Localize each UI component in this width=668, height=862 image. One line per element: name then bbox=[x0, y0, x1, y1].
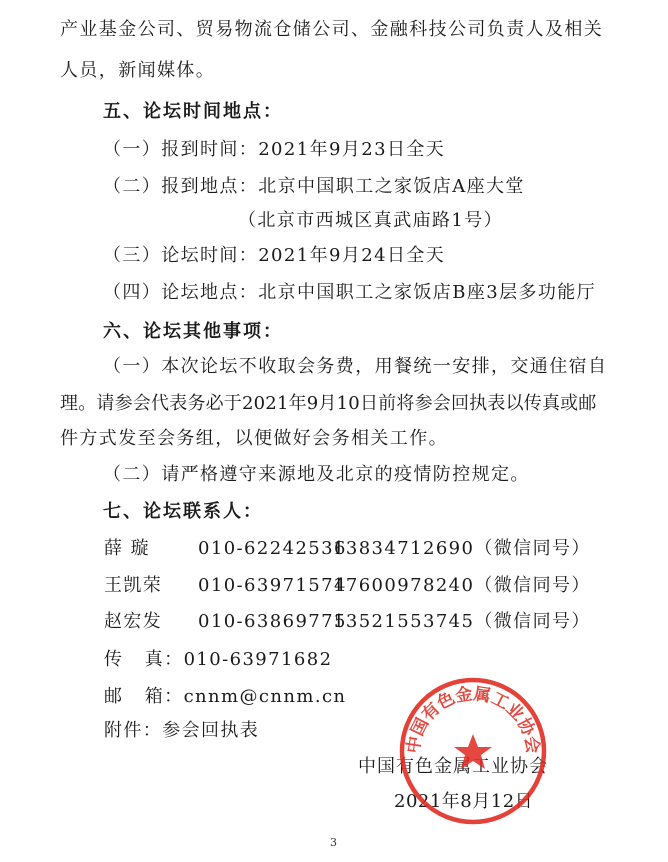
section-heading-5: 五、论坛时间地点： bbox=[103, 101, 283, 122]
paragraph-line: 人员，新闻媒体。 bbox=[60, 60, 216, 81]
paragraph-line: （二）请严格遵守来源地及北京的疫情防控规定。 bbox=[103, 464, 530, 485]
svg-text:中国有色金属工业协会: 中国有色金属工业协会 bbox=[403, 684, 543, 755]
paragraph-line: （三）论坛时间：2021年9月24日全天 bbox=[103, 245, 446, 266]
paragraph-line: （四）论坛地点：北京中国职工之家饭店B座3层多功能厅 bbox=[103, 282, 597, 303]
contact-name: 赵宏发 bbox=[104, 611, 163, 632]
contact-phone: 010-63971574 bbox=[198, 575, 347, 596]
paragraph-line: 理。请参会代表务必于2021年9月10日前将参会回执表以传真或邮 bbox=[60, 393, 597, 414]
signature-date: 2021年8月12日 bbox=[394, 791, 534, 812]
paragraph-line: （一）本次论坛不收取会务费，用餐统一安排，交通住宿自 bbox=[103, 356, 608, 377]
email-line: 邮 箱：cnnm@cnnm.cn bbox=[104, 686, 347, 707]
paragraph-line: （二）报到地点：北京中国职工之家饭店A座大堂 bbox=[103, 176, 525, 197]
signature-org: 中国有色金属工业协会 bbox=[358, 756, 548, 777]
paragraph-line: 产业基金公司、贸易物流仓储公司、金融科技公司负责人及相关 bbox=[60, 19, 604, 40]
contact-name: 王凯荣 bbox=[104, 575, 163, 596]
section-heading-7: 七、论坛联系人： bbox=[103, 501, 263, 522]
seal-star-icon bbox=[454, 734, 492, 769]
section-heading-6: 六、论坛其他事项： bbox=[103, 321, 283, 342]
official-seal-stamp bbox=[398, 676, 548, 826]
contact-mobile: 13834712690（微信同号） bbox=[333, 538, 591, 559]
attachment-line: 附件：参会回执表 bbox=[104, 720, 260, 741]
contact-phone: 010-63869775 bbox=[198, 611, 347, 632]
contact-name: 薛 璇 bbox=[104, 538, 150, 559]
paragraph-line: 件方式发至会务组，以便做好会务相关工作。 bbox=[60, 428, 448, 449]
address-line: （北京市西城区真武庙路1号） bbox=[238, 210, 504, 231]
page-number: 3 bbox=[330, 836, 337, 849]
contact-mobile: 17600978240（微信同号） bbox=[333, 575, 591, 596]
paragraph-line: （一）报到时间：2021年9月23日全天 bbox=[103, 139, 446, 160]
contact-mobile: 13521553745（微信同号） bbox=[333, 611, 591, 632]
contact-phone: 010-62242536 bbox=[198, 538, 347, 559]
fax-line: 传 真：010-63971682 bbox=[104, 649, 333, 670]
